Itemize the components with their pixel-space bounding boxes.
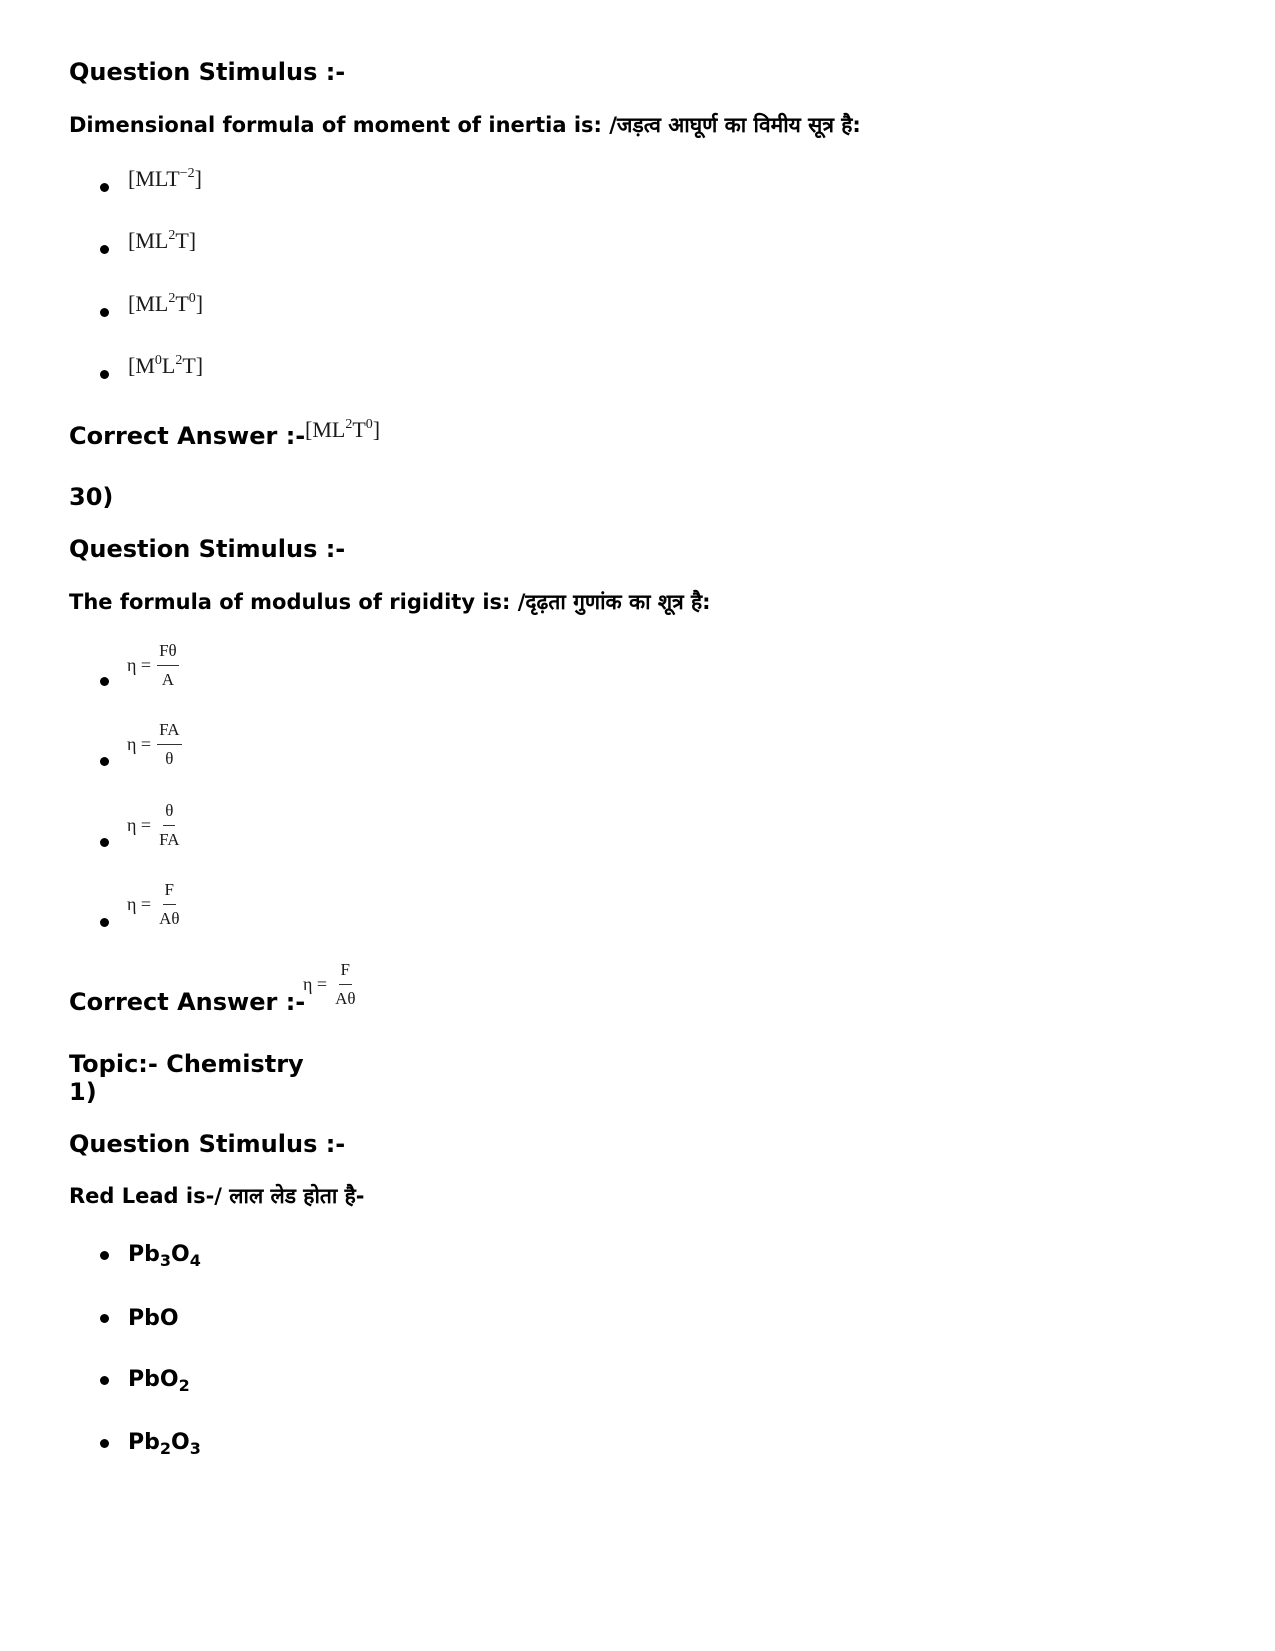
numerator: θ bbox=[163, 800, 175, 826]
bullet bbox=[100, 370, 109, 379]
numerator: Fθ bbox=[157, 640, 179, 666]
option-item: PbO$_2$ bbox=[128, 1367, 190, 1395]
bullet bbox=[100, 838, 109, 847]
denominator: Aθ bbox=[159, 909, 180, 928]
denominator: A bbox=[161, 670, 175, 689]
option-item: $[MLT^{-2}]$ bbox=[128, 166, 202, 191]
denominator: θ bbox=[165, 749, 174, 768]
option-item: $[ML^2T]$ bbox=[128, 228, 197, 253]
question-stem: Red Lead is-/ लाल लेड होता है- bbox=[69, 1184, 365, 1208]
question-number: 30) bbox=[69, 483, 114, 511]
question-stem: Dimensional formula of moment of inertia is: /जड़त्व आघूर्ण का विमीय सूत्र है: bbox=[69, 113, 861, 137]
option-item: $Pb_3O_4$ bbox=[128, 1242, 201, 1270]
question-stimulus-label: Question Stimulus :- bbox=[69, 1130, 346, 1158]
fraction bbox=[157, 719, 181, 770]
bullet bbox=[100, 1314, 109, 1323]
equation-lhs: η = bbox=[127, 894, 152, 914]
fraction bbox=[333, 959, 357, 1010]
denominator: FA bbox=[159, 830, 180, 849]
numerator: FA bbox=[157, 719, 181, 745]
bullet bbox=[100, 918, 109, 927]
question-stimulus-label: Question Stimulus :- bbox=[69, 58, 346, 86]
equation-lhs: η = bbox=[303, 974, 328, 994]
bullet bbox=[100, 1439, 109, 1448]
option-item: $Pb_2O_3$ bbox=[128, 1430, 201, 1458]
question-stem: The formula of modulus of rigidity is: /दृढ़ता गुणांक का शूत्र है: bbox=[69, 590, 711, 614]
correct-answer-label: Correct Answer :- bbox=[69, 988, 306, 1016]
fraction bbox=[157, 879, 181, 930]
bullet bbox=[100, 677, 109, 686]
fraction bbox=[157, 640, 179, 691]
denominator: Aθ bbox=[335, 989, 356, 1008]
correct-answer-value bbox=[303, 959, 358, 1010]
option-item bbox=[127, 800, 182, 851]
question-stimulus-label: Question Stimulus :- bbox=[69, 535, 346, 563]
equation-lhs: η = bbox=[127, 655, 152, 675]
bullet bbox=[100, 245, 109, 254]
question-number: 1) bbox=[69, 1078, 97, 1106]
topic-heading: Topic:- Chemistry bbox=[69, 1050, 304, 1078]
bullet bbox=[100, 308, 109, 317]
option-item: $[ML^2T^0]$ bbox=[128, 291, 204, 316]
option-item bbox=[127, 719, 182, 770]
option-item: PbO bbox=[128, 1306, 179, 1331]
bullet bbox=[100, 183, 109, 192]
equation-lhs: η = bbox=[127, 815, 152, 835]
option-item bbox=[127, 879, 182, 930]
numerator: F bbox=[163, 879, 176, 905]
bullet bbox=[100, 1251, 109, 1260]
bullet bbox=[100, 1376, 109, 1385]
equation-lhs: η = bbox=[127, 734, 152, 754]
correct-answer-value: $[ML^2T^0]$ bbox=[305, 417, 381, 442]
option-item: $[M^0L^2T]$ bbox=[128, 353, 204, 378]
bullet bbox=[100, 757, 109, 766]
numerator: F bbox=[339, 959, 352, 985]
fraction bbox=[157, 800, 181, 851]
option-item bbox=[127, 640, 179, 691]
correct-answer-label: Correct Answer :- bbox=[69, 422, 306, 450]
